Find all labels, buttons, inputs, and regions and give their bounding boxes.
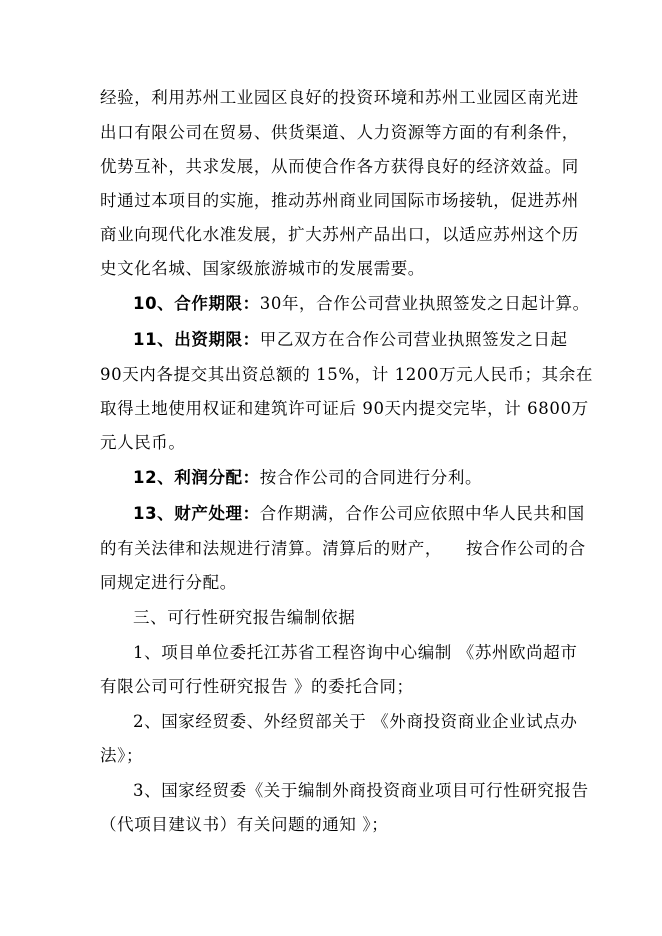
paragraph-line: 史文化名城、国家级旅游城市的发展需要。 — [100, 259, 425, 278]
paragraph-line: 出口有限公司在贸易、供货渠道、人力资源等方面的有利条件， — [100, 123, 579, 142]
item-12-label: 12、利润分配： — [133, 468, 260, 487]
paragraph-line: 商业向现代化水准发展，扩大苏州产品出口，以适应苏州这个历 — [100, 225, 579, 244]
reference-item: 3、国家经贸委《关于编制外商投资商业项目可行性研究报告 — [133, 781, 589, 800]
item-13-line2-b: 按合作公司的合 — [466, 539, 586, 558]
item-13-label: 13、财产处理： — [133, 504, 260, 523]
paragraph-line: 90天内各提交其出资总额的 15%，计 1200万元人民币；其余在 — [100, 365, 593, 384]
item-11 — [133, 330, 613, 350]
paragraph-line: 取得土地使用权证和建筑许可证后 90天内提交完毕，计 6800万 — [100, 399, 589, 418]
paragraph-line: 元人民币。 — [100, 433, 186, 452]
item-10 — [133, 294, 613, 314]
item-13-line2-a: 的有关法律和法规进行清算。清算后的财产， — [100, 539, 442, 558]
item-10-text: 30年，合作公司营业执照签发之日起计算。 — [259, 294, 590, 313]
item-12-text: 按合作公司的合同进行分利。 — [259, 468, 483, 487]
reference-item-cont: 有限公司可行性研究报告 》的委托合同； — [100, 677, 414, 696]
item-12 — [133, 468, 613, 488]
paragraph-line: 同规定进行分配。 — [100, 573, 237, 592]
item-13-text: 合作期满，合作公司应依照中华人民共和国 — [259, 504, 585, 523]
reference-item: 2、国家经贸委、外经贸部关于 《外商投资商业企业试点办 — [133, 712, 578, 731]
reference-item-cont: 法》； — [100, 746, 144, 765]
reference-item-cont: （代项目建议书）有关问题的通知 》； — [100, 815, 389, 834]
item-11-text: 甲乙双方在合作公司营业执照签发之日起 — [259, 330, 568, 349]
item-11-label: 11、出资期限： — [133, 330, 260, 349]
paragraph-line — [100, 539, 586, 559]
paragraph-line: 经验，利用苏州工业园区良好的投资环境和苏州工业园区南光进 — [100, 88, 579, 107]
item-10-label: 10、合作期限： — [133, 294, 260, 313]
reference-item: 1、项目单位委托江苏省工程咨询中心编制 《苏州欧尚超市 — [133, 643, 578, 662]
paragraph-line: 优势互补，共求发展，从而使合作各方获得良好的经济效益。同 — [100, 157, 579, 176]
paragraph-line: 时通过本项目的实施，推动苏州商业同国际市场接轨，促进苏州 — [100, 191, 579, 210]
item-13 — [133, 504, 613, 524]
section-heading: 三、可行性研究报告编制依据 — [133, 608, 356, 627]
